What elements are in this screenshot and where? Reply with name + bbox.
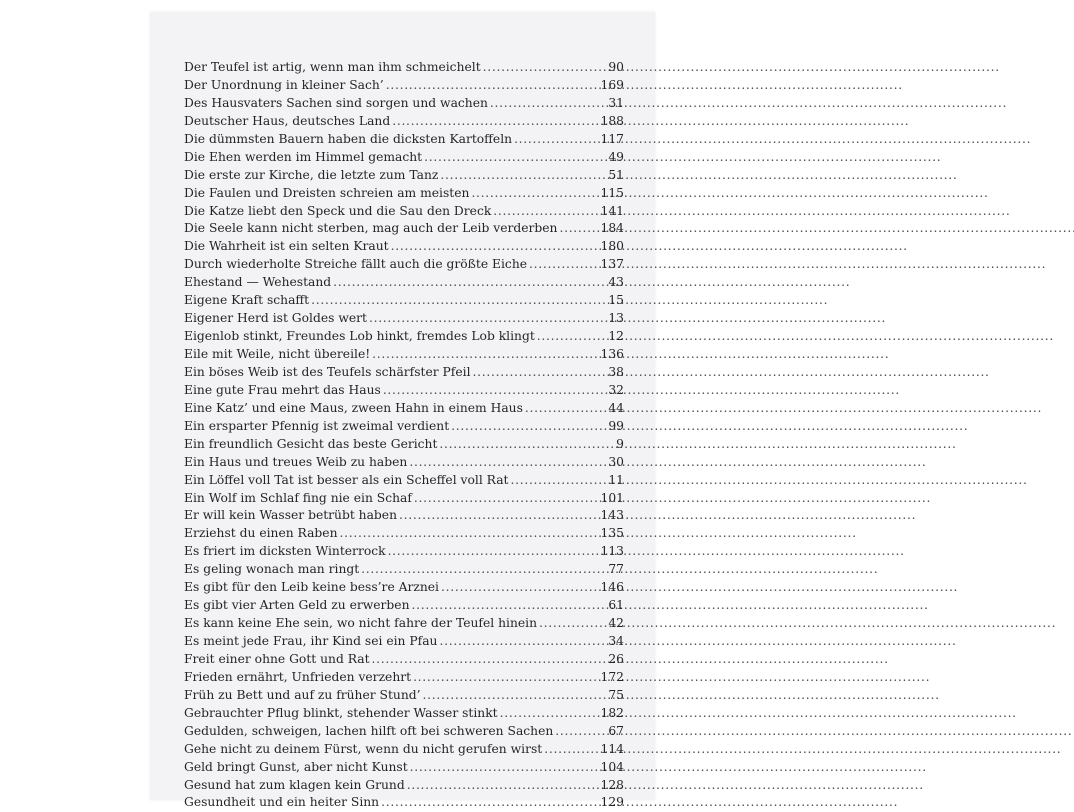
entry-title: Es geling wonach man ringt <box>184 562 360 577</box>
entry-title: Gesundheit und ein heiter Sinn <box>184 795 380 810</box>
index-entry <box>184 633 624 651</box>
entry-page-number: 104 <box>600 759 624 774</box>
entry-page-number: 128 <box>600 777 624 792</box>
entry-page-number: 172 <box>600 669 624 684</box>
entry-title: Die dümmsten Bauern haben die dicksten Kartoffeln <box>184 131 513 146</box>
entry-title: Geld bringt Gunst, aber nicht Kunst <box>184 759 408 774</box>
entry-page-number: 99 <box>608 418 624 433</box>
entry-page-number: 90 <box>608 60 624 74</box>
entry-page-number: 31 <box>608 95 624 110</box>
entry-title: Er will kein Wasser betrübt haben <box>184 508 398 523</box>
index-entry <box>184 220 624 238</box>
dot-leader <box>340 525 598 543</box>
index-entry <box>184 274 624 292</box>
index-entry <box>184 113 624 131</box>
index-entry <box>184 382 624 400</box>
index-entry <box>184 185 624 203</box>
index-entry <box>184 400 624 418</box>
entry-page-number: 184 <box>600 221 624 236</box>
entry-page-number: 30 <box>608 454 624 469</box>
entry-page-number: 135 <box>600 526 624 541</box>
index-entry <box>184 543 624 561</box>
entry-page-number: 136 <box>600 347 624 361</box>
dot-leader <box>361 561 605 579</box>
entry-title: Ein Haus und treues Weib zu haben <box>184 454 408 469</box>
entry-title: Die Katze liebt den Speck und die Sau den Dreck <box>184 203 492 218</box>
entry-page-number: 169 <box>600 77 624 92</box>
entry-page-number: 11 <box>608 472 624 487</box>
entry-title: Die Faulen und Dreisten schreien am meisten <box>184 185 470 200</box>
entry-title: Ein ersparter Pfennig ist zweimal verdient <box>184 418 450 433</box>
entry-title: Es gibt für den Leib keine bess’re Arznei <box>184 580 439 595</box>
entry-title: Eile mit Weile, nicht übereile! <box>184 347 371 361</box>
entry-page-number: 49 <box>608 149 624 164</box>
entry-title: Die erste zur Kirche, die letzte zum Tanz <box>184 167 439 182</box>
entry-title: Durch wiederholte Streiche fällt auch die größte Eiche <box>184 257 528 272</box>
dot-leader <box>423 687 606 705</box>
index-entry <box>184 741 624 759</box>
index-entry <box>184 203 624 221</box>
index-entry <box>184 167 624 185</box>
dot-leader <box>473 364 606 382</box>
dot-leader <box>441 579 598 597</box>
dot-leader <box>559 220 597 238</box>
index-entry <box>184 418 624 436</box>
index-entry <box>184 651 624 669</box>
index-entry <box>184 579 624 597</box>
entry-title: Der Teufel ist artig, wenn man ihm schmeichelt <box>184 60 481 74</box>
dot-leader <box>391 238 598 256</box>
dot-leader <box>483 59 606 77</box>
index-entry <box>184 490 624 508</box>
entry-title: Erziehst du einen Raben <box>184 526 338 541</box>
dot-leader <box>311 292 605 310</box>
dot-leader <box>529 256 598 274</box>
entry-page-number: 13 <box>608 311 624 326</box>
index-entry <box>184 723 624 741</box>
dot-leader <box>369 310 605 328</box>
entry-page-number: 26 <box>608 651 624 666</box>
index-entry <box>184 131 624 149</box>
entry-page-number: 143 <box>600 508 624 523</box>
entry-title: Deutscher Haus, deutsches Land <box>184 113 391 128</box>
entry-page-number: 182 <box>600 705 624 720</box>
entry-title: Es friert im dicksten Winterrock <box>184 544 386 559</box>
dot-leader <box>372 651 606 669</box>
entry-title: Ein Wolf im Schlaf fing nie ein Schaf <box>184 490 412 505</box>
index-entry <box>184 507 624 525</box>
entry-page-number: 75 <box>608 687 624 702</box>
entry-title: Die Seele kann nicht sterben, mag auch der Leib verderben <box>184 221 558 236</box>
index-entry <box>184 687 624 705</box>
entry-title: Eine gute Frau mehrt das Haus <box>184 382 381 397</box>
dot-leader <box>333 274 605 292</box>
index-entry <box>184 328 624 346</box>
index-entry <box>184 705 624 723</box>
dot-leader <box>388 543 598 561</box>
index-entry <box>184 95 624 113</box>
index-entry <box>184 364 624 382</box>
entry-page-number: 129 <box>600 795 624 810</box>
dot-leader <box>539 615 605 633</box>
index-entry <box>184 597 624 615</box>
dot-leader <box>386 77 598 95</box>
entry-title: Ein böses Weib ist des Teufels schärfster Pfeil <box>184 364 471 379</box>
index-entry <box>184 292 624 310</box>
entry-title: Frieden ernährt, Unfrieden verzehrt <box>184 669 412 684</box>
entry-title: Früh zu Bett und auf zu früher Stund’ <box>184 687 421 702</box>
index-entry <box>184 794 624 812</box>
dot-leader <box>471 185 597 203</box>
entry-title: Die Wahrheit ist ein selten Kraut <box>184 239 389 254</box>
entry-title: Eine Katz’ und eine Maus, zween Hahn in einem Haus <box>184 400 523 415</box>
dot-leader <box>409 454 605 472</box>
dot-leader <box>510 472 605 490</box>
entry-title: Der Unordnung in kleiner Sach’ <box>184 77 384 92</box>
entry-title: Es meint jede Frau, ihr Kind sei ein Pfau <box>184 634 438 648</box>
index-entry <box>184 454 624 472</box>
dot-leader <box>439 436 613 454</box>
entry-title: Ein Löffel voll Tat ist besser als ein Scheffel voll Rat <box>184 472 509 487</box>
dot-leader <box>555 723 605 741</box>
entry-page-number: 34 <box>608 634 624 648</box>
index-entry <box>184 669 624 687</box>
entry-page-number: 117 <box>600 131 624 146</box>
dot-leader <box>383 382 606 400</box>
entry-page-number: 113 <box>600 544 624 559</box>
entry-page-number: 15 <box>608 293 624 308</box>
entry-page-number: 67 <box>608 723 624 738</box>
dot-leader <box>440 167 605 185</box>
entry-page-number: 61 <box>608 598 624 613</box>
entry-page-number: 12 <box>608 329 624 344</box>
entry-page-number: 114 <box>600 741 624 756</box>
entry-page-number: 188 <box>600 113 624 128</box>
proverb-index-list <box>184 59 624 812</box>
dot-leader <box>424 149 605 167</box>
entry-title: Eigenlob stinkt, Freundes Lob hinkt, fremdes Lob klingt <box>184 329 535 344</box>
entry-title: Gebrauchter Pflug blinkt, stehender Wasser stinkt <box>184 705 498 720</box>
entry-title: Freit einer ohne Gott und Rat <box>184 651 370 666</box>
index-entry <box>184 59 624 77</box>
entry-page-number: 115 <box>600 185 624 200</box>
entry-page-number: 32 <box>608 382 624 397</box>
entry-title: Die Ehen werden im Himmel gemacht <box>184 149 423 164</box>
dot-leader <box>399 507 598 525</box>
dot-leader <box>514 131 597 149</box>
entry-page-number: 43 <box>608 275 624 290</box>
index-entry <box>184 238 624 256</box>
entry-page-number: 141 <box>600 203 624 218</box>
index-entry <box>184 525 624 543</box>
dot-leader <box>493 203 597 221</box>
dot-leader <box>537 328 606 346</box>
dot-leader <box>414 490 598 508</box>
index-entry <box>184 149 624 167</box>
entry-title: Es gibt vier Arten Geld zu erwerben <box>184 598 410 613</box>
entry-title: Ein freundlich Gesicht das beste Gericht <box>184 436 438 451</box>
index-entry <box>184 310 624 328</box>
dot-leader <box>490 95 605 113</box>
entry-page-number: 44 <box>608 400 624 415</box>
entry-page-number: 180 <box>600 239 624 254</box>
dot-leader <box>500 705 598 723</box>
entry-title: Ehestand — Wehestand <box>184 275 332 290</box>
dot-leader <box>413 669 597 687</box>
dot-leader <box>372 346 597 364</box>
index-entry <box>184 256 624 274</box>
dot-leader <box>410 759 598 777</box>
entry-title: Gesund hat zum klagen kein Grund <box>184 777 405 792</box>
entry-page-number: 101 <box>600 490 624 505</box>
entry-title: Des Hausvaters Sachen sind sorgen und wachen <box>184 95 488 110</box>
entry-title: Gedulden, schweigen, lachen hilft oft bei schweren Sachen <box>184 723 554 738</box>
dot-leader <box>412 597 606 615</box>
dot-leader <box>451 418 605 436</box>
index-entry <box>184 346 624 364</box>
dot-leader <box>407 777 598 795</box>
entry-page-number: 77 <box>608 562 624 577</box>
dot-leader <box>381 794 597 812</box>
entry-title: Eigener Herd ist Goldes wert <box>184 311 367 326</box>
entry-page-number: 146 <box>600 580 624 595</box>
dot-leader <box>544 741 597 759</box>
dot-leader <box>525 400 605 418</box>
entry-page-number: 51 <box>608 167 624 182</box>
index-entry <box>184 777 624 795</box>
entry-page-number: 9 <box>616 436 624 451</box>
dot-leader <box>439 633 605 651</box>
entry-page-number: 42 <box>608 616 624 631</box>
entry-title: Es kann keine Ehe sein, wo nicht fahre der Teufel hinein <box>184 616 538 631</box>
dot-leader <box>392 113 597 131</box>
index-entry <box>184 472 624 490</box>
index-entry <box>184 561 624 579</box>
index-entry <box>184 77 624 95</box>
index-entry <box>184 615 624 633</box>
entry-page-number: 38 <box>608 364 624 379</box>
entry-page-number: 137 <box>600 257 624 272</box>
entry-title: Gehe nicht zu deinem Fürst, wenn du nicht gerufen wirst <box>184 741 543 756</box>
entry-title: Eigene Kraft schafft <box>184 293 310 308</box>
index-entry <box>184 759 624 777</box>
index-entry <box>184 436 624 454</box>
